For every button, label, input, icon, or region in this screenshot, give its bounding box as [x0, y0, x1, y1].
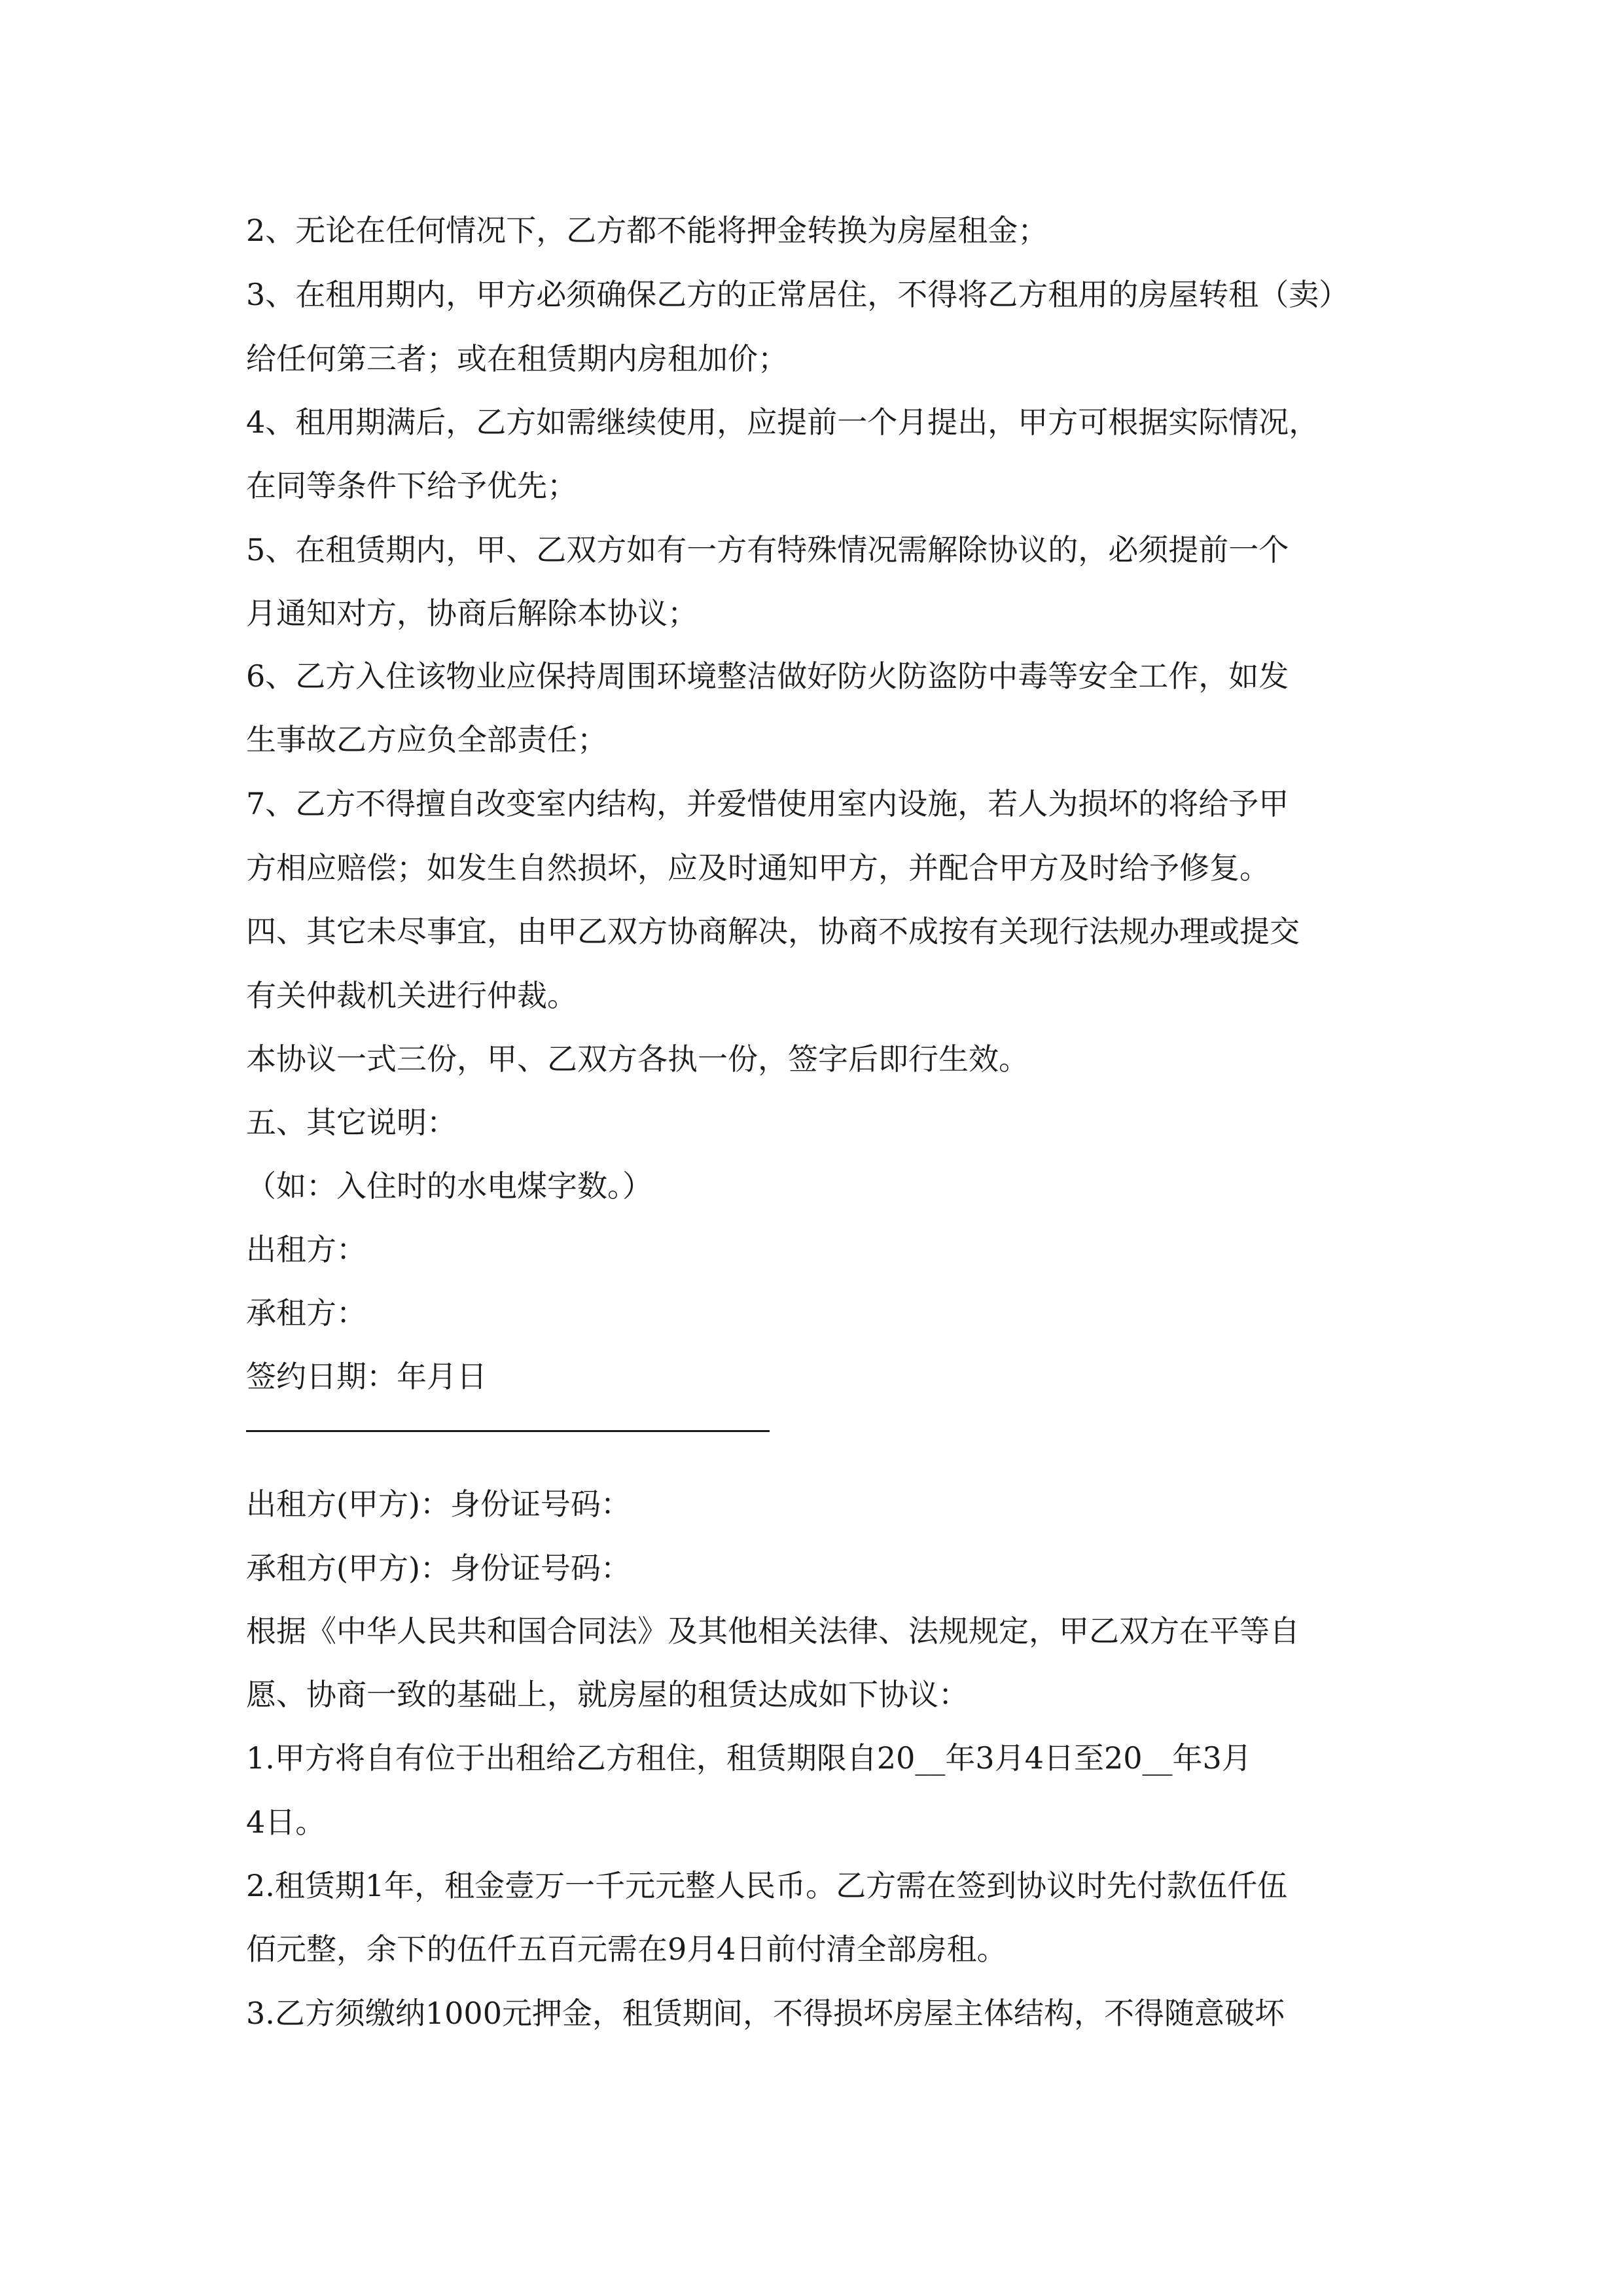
clause-3-line-2: 给任何第三者；或在租赁期内房租加价； — [246, 341, 788, 376]
clause-5-line-2: 月通知对方，协商后解除本协议； — [246, 596, 698, 631]
clause-7-line-1: 7、乙方不得擅自改变室内结构，并爱惜使用室内设施，若人为损坏的将给予甲 — [246, 786, 1289, 821]
term-3-line-1: 3.乙方须缴纳1000元押金，租赁期间，不得损坏房屋主体结构，不得随意破坏 — [246, 1996, 1285, 2031]
lessor-label: 出租方： — [246, 1232, 366, 1267]
term-2-line-2: 佰元整，余下的伍仟五百元需在9月4日前付清全部房租。 — [246, 1931, 1007, 1967]
clause-2-line: 2、无论在任何情况下，乙方都不能将押金转换为房屋租金； — [246, 213, 1048, 248]
copies-statement: 本协议一式三份，甲、乙双方各执一份，签字后即行生效。 — [246, 1041, 1029, 1077]
preamble-line-1: 根据《中华人民共和国合同法》及其他相关法律、法规规定，甲乙双方在平等自 — [246, 1613, 1300, 1649]
section-divider — [246, 1430, 770, 1432]
clause-4-line-2: 在同等条件下给予优先； — [246, 468, 577, 503]
lessor-id-line: 出租方(甲方)：身份证号码： — [246, 1486, 631, 1522]
clause-6-line-2: 生事故乙方应负全部责任； — [246, 722, 607, 757]
term-1-line-1: 1.甲方将自有位于出租给乙方租住，租赁期限自20__年3月4日至20__年3月 — [246, 1740, 1252, 1776]
section-5-example: （如：入住时的水电煤字数。） — [246, 1168, 652, 1204]
section-4-line-2: 有关仲裁机关进行仲裁。 — [246, 978, 577, 1013]
clause-6-line-1: 6、乙方入住该物业应保持周围环境整洁做好防火防盗防中毒等安全工作，如发 — [246, 658, 1289, 694]
preamble-line-2: 愿、协商一致的基础上，就房屋的租赁达成如下协议： — [246, 1677, 969, 1712]
clause-3-line-1: 3、在租用期内，甲方必须确保乙方的正常居住，不得将乙方租用的房屋转租（卖） — [246, 277, 1349, 312]
term-2-line-1: 2.租赁期1年，租金壹万一千元元整人民币。乙方需在签到协议时先付款伍仟伍 — [246, 1868, 1288, 1903]
term-1-line-2: 4日。 — [246, 1804, 326, 1840]
clause-4-line-1: 4、租用期满后，乙方如需继续使用，应提前一个月提出，甲方可根据实际情况， — [246, 404, 1319, 440]
clause-5-line-1: 5、在租赁期内，甲、乙双方如有一方有特殊情况需解除协议的，必须提前一个 — [246, 532, 1289, 567]
lessee-id-line: 承租方(甲方)：身份证号码： — [246, 1551, 631, 1586]
signing-date-label: 签约日期：年月日 — [246, 1359, 487, 1394]
clause-7-line-2: 方相应赔偿；如发生自然损坏，应及时通知甲方，并配合甲方及时给予修复。 — [246, 850, 1270, 886]
section-4-line-1: 四、其它未尽事宜，由甲乙双方协商解决，协商不成按有关现行法规办理或提交 — [246, 914, 1300, 949]
lessee-label: 承租方： — [246, 1295, 366, 1331]
section-5-heading: 五、其它说明： — [246, 1105, 457, 1140]
